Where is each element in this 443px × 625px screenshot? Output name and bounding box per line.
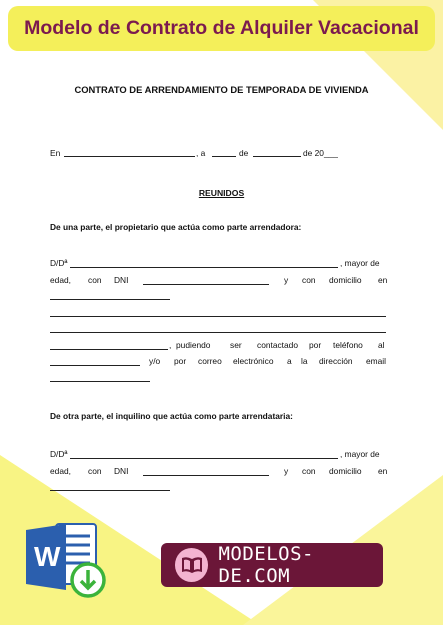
- tenant-intro: De otra parte, el inquilino que actúa como parte arrendataria:: [50, 411, 293, 421]
- landlord-mayor-label: , mayor de: [340, 258, 380, 268]
- landlord-la-word: la: [301, 356, 308, 366]
- landlord-correo-word: correo: [198, 356, 222, 366]
- month-blank[interactable]: [253, 156, 301, 157]
- landlord-electronico-word: electrónico: [233, 356, 274, 366]
- landlord-name-blank[interactable]: [70, 267, 338, 268]
- date-de-label: de: [239, 148, 249, 158]
- landlord-edad-label: edad,: [50, 275, 71, 285]
- landlord-comma: ,: [169, 340, 172, 350]
- landlord-intro: De una parte, el propietario que actúa como parte arrendadora:: [50, 222, 302, 232]
- landlord-direccion-word: dirección: [319, 356, 353, 366]
- contract-heading: CONTRATO DE ARRENDAMIENTO DE TEMPORADA DE VIVIENDA: [74, 84, 369, 95]
- tenant-mayor-label: , mayor de: [340, 449, 380, 459]
- tenant-con-label: con: [88, 466, 102, 476]
- landlord-contactado-word: contactado: [257, 340, 298, 350]
- landlord-a-word: a: [287, 356, 292, 366]
- landlord-en-label: en: [378, 275, 388, 285]
- book-icon: [175, 548, 208, 582]
- day-blank[interactable]: [212, 156, 236, 157]
- brand-badge[interactable]: [161, 543, 383, 587]
- place-blank[interactable]: [64, 156, 195, 157]
- reunidos-heading: REUNIDOS: [198, 188, 245, 198]
- year-label: de 20___: [303, 148, 338, 158]
- page-title: Modelo de Contrato de Alquiler Vacacional: [24, 17, 419, 39]
- landlord-dni-blank[interactable]: [143, 284, 269, 285]
- tenant-y-label: y: [284, 466, 289, 476]
- landlord-ser-word: ser: [230, 340, 242, 350]
- tenant-con2-label: con: [302, 466, 316, 476]
- landlord-pudiendo-word: pudiendo: [176, 340, 211, 350]
- landlord-dda-label: D/Dª: [50, 258, 68, 268]
- landlord-con2-label: con: [302, 275, 316, 285]
- tenant-address-blank-1[interactable]: [50, 490, 170, 491]
- landlord-email-word: email: [366, 356, 387, 366]
- landlord-address-blank-1[interactable]: [50, 299, 170, 300]
- tenant-edad-label: edad,: [50, 466, 71, 476]
- landlord-yo-word: y/o: [149, 356, 161, 366]
- word-letter: W: [34, 541, 61, 572]
- landlord-domicilio-label: domicilio: [329, 275, 362, 285]
- landlord-extra-blank[interactable]: [50, 349, 168, 350]
- tenant-domicilio-label: domicilio: [329, 466, 362, 476]
- landlord-y-label: y: [284, 275, 289, 285]
- landlord-address-blank-2[interactable]: [50, 316, 386, 317]
- landlord-por2-word: por: [174, 356, 187, 366]
- tenant-name-blank[interactable]: [70, 458, 338, 459]
- word-document-icon[interactable]: [22, 520, 110, 602]
- brand-name: MODELOS-DE.COM: [218, 543, 314, 587]
- date-a-label: , a: [196, 148, 206, 158]
- landlord-address-blank-3[interactable]: [50, 332, 386, 333]
- landlord-por-word: por: [309, 340, 322, 350]
- tenant-dni-blank[interactable]: [143, 475, 269, 476]
- landlord-al-word: al: [378, 340, 385, 350]
- tenant-en-label: en: [378, 466, 388, 476]
- tenant-dda-label: D/Dª: [50, 449, 68, 459]
- tenant-dni-label: DNI: [114, 466, 129, 476]
- landlord-dni-label: DNI: [114, 275, 129, 285]
- landlord-telefono-word: teléfono: [333, 340, 363, 350]
- landlord-email-blank[interactable]: [50, 381, 150, 382]
- landlord-phone-blank[interactable]: [50, 365, 140, 366]
- landlord-con-label: con: [88, 275, 102, 285]
- place-label: En: [50, 148, 61, 158]
- download-arrow-icon: [72, 564, 104, 596]
